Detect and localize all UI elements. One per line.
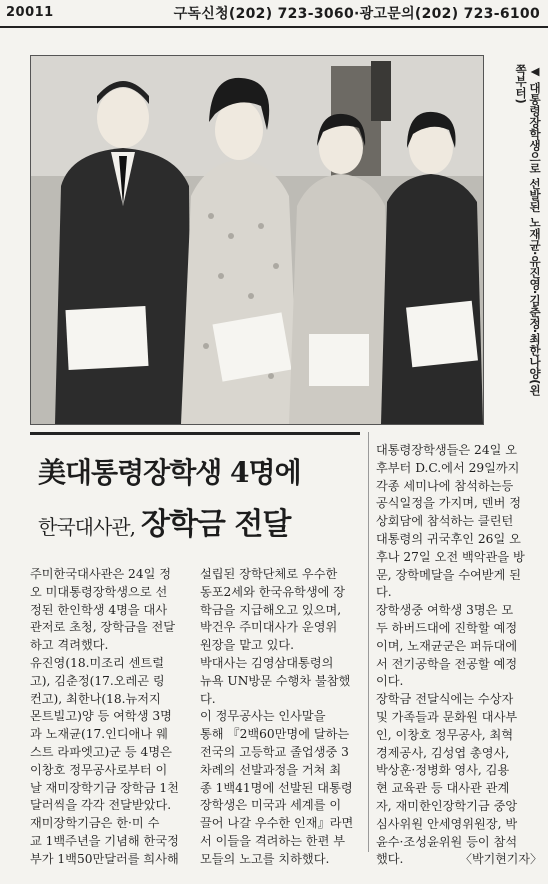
article-line: 및 가족들과 문화원 대사부 [376, 709, 518, 724]
article-line: 이며, 노재균군은 퍼듀대에 [376, 638, 518, 653]
article-line: 박건우 주미대사가 운영위 [200, 620, 338, 635]
article-line: 부가 1백50만달러를 희사해 [30, 851, 179, 866]
article-line: 이다. [376, 674, 404, 689]
news-photo [30, 55, 484, 425]
article-line: 뉴욕 UN방문 수행차 불참했 [200, 673, 351, 688]
article-line: 현 교육관 등 대사관 관계 [376, 781, 510, 796]
article-line: 고), 김춘정(17.오레곤 링 [30, 673, 165, 688]
article-line: 상회담에 참석하는 클린턴 [376, 514, 514, 529]
subheadline-small: 한국대사관, [38, 515, 135, 539]
article-line: 서 전기공학을 전공할 예정 [376, 656, 518, 671]
article-line: 날 재미장학기금 장학금 1천 [30, 780, 179, 795]
article-line: 설립된 장학단체로 우수한 [200, 567, 338, 581]
article-line: 문, 장학메달을 수여받게 된 [376, 567, 522, 582]
article-line: 주미한국대사관은 24일 정 [30, 567, 171, 581]
article-line: 모들의 노고를 치하했다. [200, 851, 330, 866]
article-line: 장학생중 여학생 3명은 모 [376, 603, 514, 618]
article-line: 스트 라파엣고)군 등 4명은 [30, 744, 172, 759]
newspaper-header [0, 0, 548, 28]
article-line: 서 이들을 격려하는 한편 부 [200, 833, 346, 848]
article-line: 윤수·조성윤위원 등이 참석 [376, 834, 518, 849]
article-line: 학금을 지급해오고 있으며, [200, 602, 342, 617]
article-column-2 [200, 566, 366, 869]
article-line: 달러씩을 각각 전달받았다. [30, 798, 172, 813]
article-line: 장학생은 미국과 세계를 이 [200, 798, 342, 813]
article-line: 원장을 맡고 있다. [200, 638, 295, 653]
article-column-1 [30, 566, 198, 869]
article-line: 이창호 정무공사로부터 이 [30, 762, 168, 777]
article-line: 끌어 나갈 우수한 인재』라면 [200, 816, 354, 831]
headline: 美대통령장학생 4명에 [38, 456, 301, 489]
article-line: 이 정무공사는 인사말을 [200, 709, 326, 724]
byline: 〈박기현기자〉 [460, 852, 542, 866]
article-line: 공식일정을 가지며, 덴버 정 [376, 496, 522, 511]
article-line: 통해 『2백60만명에 달하는 [200, 727, 350, 742]
column-divider [368, 432, 369, 852]
article-line: 대통령의 귀국후인 26일 오 [376, 531, 521, 546]
article-line: 정된 한인학생 4명을 대사 [30, 602, 168, 617]
headline-box [30, 432, 360, 555]
article-line: 자, 재미한인장학기금 중앙 [376, 798, 518, 813]
article-line: 후나 27일 오전 백악관을 방 [376, 549, 525, 564]
article-line: 차례의 선발과정을 거쳐 최 [200, 762, 342, 777]
article-line: 전국의 고등학교 졸업생중 3 [200, 744, 349, 759]
article-line: 몬트빌고)양 등 여학생 3명 [30, 709, 172, 724]
article-line: 장학금 전달식에는 수상자 [376, 692, 514, 707]
article-column-3 [376, 442, 542, 869]
article-line: 박대사는 김영삼대통령의 [200, 655, 334, 670]
article-line: 하고 격려했다. [30, 638, 109, 653]
article-line: 각종 세미나에 참석하는등 [376, 478, 514, 493]
article-line: 오 미대통령장학생으로 선 [30, 584, 168, 599]
article-line: 유진영(18.미조리 센트럴 [30, 655, 164, 670]
article-line: 동포2세와 한국유학생에 장 [200, 584, 346, 599]
article-line: 다. [376, 585, 392, 600]
article-line: 했다. [376, 852, 404, 867]
article-line: 관저로 초청, 장학금을 전달 [30, 620, 176, 635]
article-line: 후부터 D.C.에서 29일까지 [376, 460, 520, 475]
subscription-contact: 구독신청(202) 723-3060·광고문의(202) 723-6100 [173, 6, 540, 22]
article-line: 재미장학기금은 한·미 수 [30, 816, 160, 831]
subheadline-big: 장학금 전달 [140, 507, 291, 542]
subheadline [38, 499, 290, 543]
article-line: 심사위원 안세영위원장, 박 [376, 816, 518, 831]
article-line: 교 1백주년을 기념해 한국정 [30, 833, 179, 848]
photo-illustration [31, 56, 483, 424]
photo-caption: ◀ 대통령장학생으로 선발된 노재균·유진영·김춘정·최한나양(왼쪽부터) [514, 64, 542, 396]
article-line: 대통령장학생들은 24일 오 [376, 443, 517, 457]
article-line: 종 1백41명에 선발된 대통령 [200, 780, 353, 795]
article-line: 박상훈·정병화 영사, 김용 [376, 763, 510, 778]
article-line: 두 하버드대에 진학할 예정 [376, 620, 518, 635]
article-line: 과 노재균(17.인디애나 웨 [30, 727, 168, 742]
article-line: 컨고), 최한나(18.뉴저지 [30, 691, 161, 706]
article-line: 다. [200, 691, 216, 706]
article-line: 인, 이창호 정무공사, 최혁 [376, 727, 514, 742]
page-number: 20011 [6, 5, 54, 20]
article-line: 경제공사, 김성엽 총영사, [376, 745, 510, 760]
